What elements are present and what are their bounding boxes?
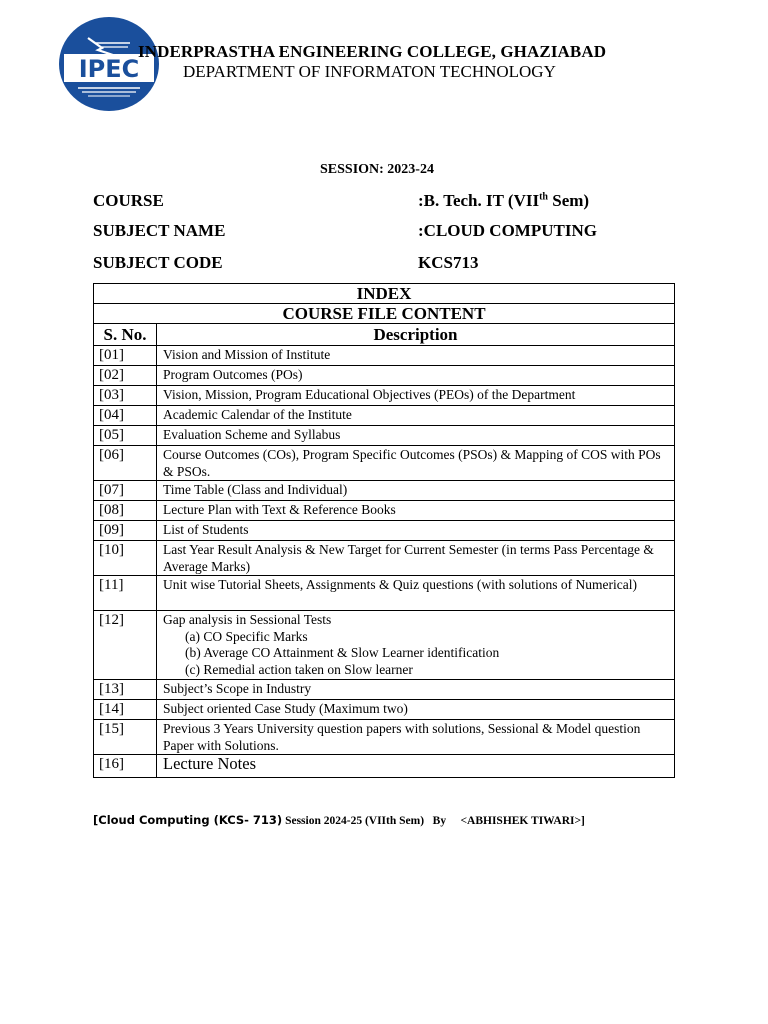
row-sub-item: (c) Remedial action taken on Slow learner <box>185 661 413 677</box>
row-sno: [05] <box>94 426 157 446</box>
footer-session: Session 2024-25 (VIIth Sem) <box>285 815 425 827</box>
row-sno: [06] <box>94 446 157 481</box>
table-row <box>94 406 675 426</box>
table-row <box>94 720 675 755</box>
table-title-index: INDEX <box>94 284 675 304</box>
table-row <box>94 346 675 366</box>
table-row <box>94 611 675 680</box>
row-sno: [13] <box>94 680 157 700</box>
row-sub-item: (b) Average CO Attainment & Slow Learner identification <box>185 645 500 660</box>
row-description: Unit wise Tutorial Sheets, Assignments & Quiz questions (with solutions of Numerical) <box>157 576 675 611</box>
table-row <box>94 446 675 481</box>
row-description: Subject’s Scope in Industry <box>157 680 675 700</box>
session-label: SESSION: 2023-24 <box>320 162 434 177</box>
row-sno: [04] <box>94 406 157 426</box>
row-sno: [10] <box>94 541 157 576</box>
column-header-sno: S. No. <box>94 324 157 346</box>
row-sno: [14] <box>94 700 157 720</box>
row-sno: [01] <box>94 346 157 366</box>
department-name: DEPARTMENT OF INFORMATON TECHNOLOGY <box>183 62 556 81</box>
course-value: :B. Tech. IT (VIIth Sem) <box>418 191 590 210</box>
row-sub-item: (a) CO Specific Marks <box>185 628 308 644</box>
subject-code-label: SUBJECT CODE <box>93 253 223 272</box>
table-row <box>94 386 675 406</box>
table-row <box>94 541 675 576</box>
table-row <box>94 576 675 611</box>
logo-text: IPEC <box>78 55 140 83</box>
row-sno: [08] <box>94 501 157 521</box>
row-description: Previous 3 Years University question papers with solutions, Sessional & Model question Paper with Solutions. <box>157 720 675 755</box>
row-description: Last Year Result Analysis & New Target for Current Semester (in terms Pass Percentage & Average Marks) <box>157 541 675 576</box>
row-description: Evaluation Scheme and Syllabus <box>157 426 675 446</box>
ipec-logo <box>58 16 160 112</box>
row-sno: [12] <box>94 611 157 680</box>
column-header-description: Description <box>157 324 675 346</box>
row-description: Program Outcomes (POs) <box>157 366 675 386</box>
row-description: Vision, Mission, Program Educational Objectives (PEOs) of the Department <box>157 386 675 406</box>
row-description: Academic Calendar of the Institute <box>157 406 675 426</box>
index-table <box>93 283 675 778</box>
subject-name-label: SUBJECT NAME <box>93 221 226 240</box>
row-sno: [11] <box>94 576 157 611</box>
row-description: Subject oriented Case Study (Maximum two) <box>157 700 675 720</box>
row-description: Gap analysis in Sessional Tests (a) CO Specific Marks (b) Average CO Attainment & Slow Learner identification (c) Remedial action taken on Slow learner <box>157 611 675 680</box>
table-row <box>94 700 675 720</box>
table-row <box>94 426 675 446</box>
table-row <box>94 521 675 541</box>
subject-code-value: KCS713 <box>418 253 479 272</box>
table-row <box>94 501 675 521</box>
course-label: COURSE <box>93 191 164 210</box>
table-row <box>94 366 675 386</box>
row-description: List of Students <box>157 521 675 541</box>
row-sno: [03] <box>94 386 157 406</box>
table-title-content: COURSE FILE CONTENT <box>94 304 675 324</box>
row-description: Lecture Plan with Text & Reference Books <box>157 501 675 521</box>
row-sno: [09] <box>94 521 157 541</box>
row-description: Lecture Notes <box>157 755 675 778</box>
footer-author: <ABHISHEK TIWARI>] <box>460 815 585 827</box>
row-description: Vision and Mission of Institute <box>157 346 675 366</box>
row-description: Time Table (Class and Individual) <box>157 481 675 501</box>
row-sno: [15] <box>94 720 157 755</box>
footer-subject: [Cloud Computing (KCS- 713) <box>93 813 283 827</box>
page-footer <box>93 813 585 827</box>
table-row <box>94 481 675 501</box>
footer-by: By <box>432 815 447 827</box>
row-sno: [02] <box>94 366 157 386</box>
row-sno: [07] <box>94 481 157 501</box>
row-sno: [16] <box>94 755 157 778</box>
row-description: Course Outcomes (COs), Program Specific Outcomes (PSOs) & Mapping of COS with POs & PSOs. <box>157 446 675 481</box>
table-row <box>94 680 675 700</box>
table-row <box>94 755 675 778</box>
college-name: INDERPRASTHA ENGINEERING COLLEGE, GHAZIABAD <box>138 42 607 61</box>
subject-name-value: :CLOUD COMPUTING <box>418 221 597 240</box>
